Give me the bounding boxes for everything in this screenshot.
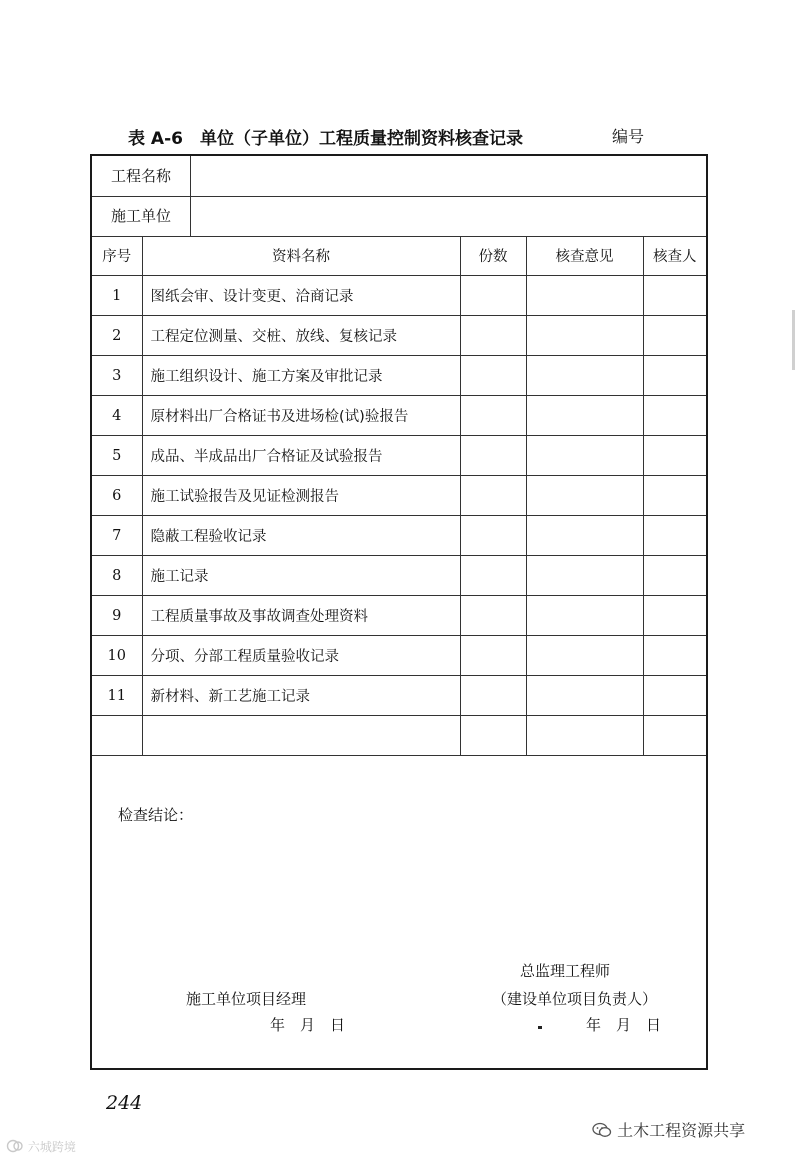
- row-reviewer-cell[interactable]: [643, 356, 706, 396]
- table-row: [92, 396, 706, 436]
- row-review-opinion-cell[interactable]: [526, 676, 643, 716]
- conclusion-label: 检查结论：: [118, 806, 194, 824]
- page-number: 244: [106, 1092, 143, 1114]
- table-row: [92, 556, 706, 596]
- row-review-opinion-cell[interactable]: [526, 516, 643, 556]
- row-document-name: 成品、半成品出厂合格证及试验报告: [142, 436, 460, 476]
- row-serial: [92, 716, 142, 756]
- row-review-opinion-cell[interactable]: [526, 476, 643, 516]
- row-document-name: 施工组织设计、施工方案及审批记录: [142, 356, 460, 396]
- row-serial: 2: [92, 316, 142, 356]
- construction-unit-row: [92, 196, 706, 237]
- watermark-left: [6, 1138, 76, 1156]
- table-header-row: [92, 236, 706, 276]
- row-document-name: 施工试验报告及见证检测报告: [142, 476, 460, 516]
- row-review-opinion-cell[interactable]: [526, 716, 643, 756]
- table-row: [92, 276, 706, 316]
- table-row: [92, 516, 706, 556]
- row-copies-cell[interactable]: [460, 276, 526, 316]
- header-review-opinion: 核查意见: [526, 236, 643, 276]
- row-copies-cell[interactable]: [460, 356, 526, 396]
- row-document-name: [142, 716, 460, 756]
- row-serial: 11: [92, 676, 142, 716]
- table-row: [92, 596, 706, 636]
- row-document-name: 工程质量事故及事故调查处理资料: [142, 596, 460, 636]
- project-name-row: [92, 156, 706, 197]
- logo-icon: [6, 1139, 24, 1156]
- row-review-opinion-cell[interactable]: [526, 436, 643, 476]
- table-row: [92, 716, 706, 756]
- construction-unit-label: 施工单位: [92, 196, 191, 236]
- chief-supervisor-label: 总监理工程师: [520, 962, 611, 980]
- row-reviewer-cell[interactable]: [643, 476, 706, 516]
- row-document-name: 分项、分部工程质量验收记录: [142, 636, 460, 676]
- scan-edge-mark: [792, 310, 795, 370]
- row-reviewer-cell[interactable]: [643, 716, 706, 756]
- header-reviewer: 核查人: [643, 236, 706, 276]
- row-review-opinion-cell[interactable]: [526, 556, 643, 596]
- row-review-opinion-cell[interactable]: [526, 356, 643, 396]
- items-table: [92, 236, 706, 756]
- project-name-label: 工程名称: [92, 156, 191, 196]
- row-copies-cell[interactable]: [460, 556, 526, 596]
- row-reviewer-cell[interactable]: [643, 516, 706, 556]
- row-review-opinion-cell[interactable]: [526, 636, 643, 676]
- row-review-opinion-cell[interactable]: [526, 596, 643, 636]
- row-copies-cell[interactable]: [460, 436, 526, 476]
- owner-representative-label: （建设单位项目负责人）: [492, 990, 658, 1008]
- row-reviewer-cell[interactable]: [643, 676, 706, 716]
- row-copies-cell[interactable]: [460, 636, 526, 676]
- left-date: 年 月 日: [270, 1016, 346, 1034]
- row-serial: 5: [92, 436, 142, 476]
- wechat-icon: [592, 1122, 612, 1142]
- row-serial: 8: [92, 556, 142, 596]
- watermark-left-text: 六城跨境: [27, 1140, 76, 1154]
- row-reviewer-cell[interactable]: [643, 436, 706, 476]
- row-copies-cell[interactable]: [460, 596, 526, 636]
- row-reviewer-cell[interactable]: [643, 636, 706, 676]
- row-review-opinion-cell[interactable]: [526, 316, 643, 356]
- row-reviewer-cell[interactable]: [643, 316, 706, 356]
- header-serial: 序号: [92, 236, 142, 276]
- row-document-name: 新材料、新工艺施工记录: [142, 676, 460, 716]
- construction-unit-field[interactable]: [191, 196, 706, 236]
- row-serial: 1: [92, 276, 142, 316]
- right-date: 年 月 日: [586, 1016, 662, 1034]
- row-serial: 6: [92, 476, 142, 516]
- row-reviewer-cell[interactable]: [643, 596, 706, 636]
- row-reviewer-cell[interactable]: [643, 396, 706, 436]
- site-manager-label: 施工单位项目经理: [186, 990, 307, 1008]
- row-serial: 3: [92, 356, 142, 396]
- project-name-field[interactable]: [191, 156, 706, 196]
- row-reviewer-cell[interactable]: [643, 276, 706, 316]
- ink-dot: [538, 1026, 542, 1029]
- title-row: [128, 122, 688, 150]
- table-row: [92, 636, 706, 676]
- row-copies-cell[interactable]: [460, 316, 526, 356]
- watermark-right: [592, 1118, 745, 1142]
- header-document-name: 资料名称: [142, 236, 460, 276]
- table-row: [92, 436, 706, 476]
- table-row: [92, 356, 706, 396]
- row-document-name: 隐蔽工程验收记录: [142, 516, 460, 556]
- row-document-name: 原材料出厂合格证书及进场检(试)验报告: [142, 396, 460, 436]
- row-reviewer-cell[interactable]: [643, 556, 706, 596]
- table-row: [92, 476, 706, 516]
- row-serial: 7: [92, 516, 142, 556]
- row-copies-cell[interactable]: [460, 396, 526, 436]
- row-copies-cell[interactable]: [460, 676, 526, 716]
- form-title: 表 A-6 单位（子单位）工程质量控制资料核查记录: [128, 129, 523, 149]
- number-label: 编号: [612, 127, 645, 146]
- row-copies-cell[interactable]: [460, 476, 526, 516]
- row-serial: 10: [92, 636, 142, 676]
- watermark-right-text: 土木工程资源共享: [617, 1121, 746, 1140]
- table-row: [92, 316, 706, 356]
- header-copies: 份数: [460, 236, 526, 276]
- row-document-name: 工程定位测量、交桩、放线、复核记录: [142, 316, 460, 356]
- row-review-opinion-cell[interactable]: [526, 276, 643, 316]
- row-document-name: 施工记录: [142, 556, 460, 596]
- inspection-form: [90, 154, 708, 1070]
- row-document-name: 图纸会审、设计变更、洽商记录: [142, 276, 460, 316]
- row-copies-cell[interactable]: [460, 716, 526, 756]
- row-review-opinion-cell[interactable]: [526, 396, 643, 436]
- row-serial: 4: [92, 396, 142, 436]
- row-copies-cell[interactable]: [460, 516, 526, 556]
- row-serial: 9: [92, 596, 142, 636]
- table-row: [92, 676, 706, 716]
